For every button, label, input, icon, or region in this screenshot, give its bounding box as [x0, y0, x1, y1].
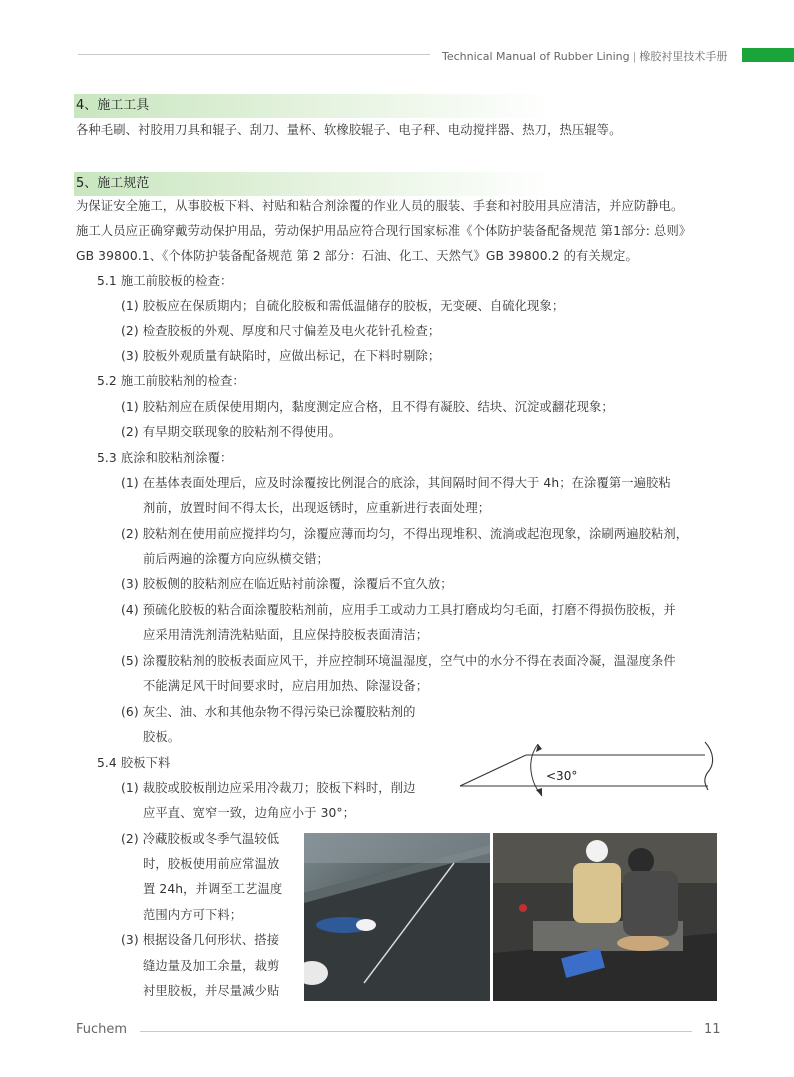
list-item-5-1-1: (1) 胶板应在保质期内；自硫化胶板和需低温储存的胶板，无变硬、自硫化现象；	[121, 299, 565, 313]
list-item-5-1-3: (3) 胶板外观质量有缺陷时，应做出标记，在下料时剔除；	[121, 349, 441, 363]
list-item-5-4-3-cont-2: 衬里胶板，并尽量减少贴	[143, 984, 280, 998]
subsection-5-4-title: 5.4 胶板下料	[97, 756, 171, 770]
list-item-5-3-5: (5) 涂覆胶粘剂的胶板表面应风干，并应控制环境温湿度，空气中的水分不得在表面冷凝，温湿度条件	[121, 654, 676, 668]
list-item-5-4-1-cont: 应平直、宽窄一致，边角应小于 30°；	[143, 806, 356, 820]
photo-workers-cutting-lining	[493, 833, 717, 1001]
list-item-5-1-2: (2) 检查胶板的外观、厚度和尺寸偏差及电火花针孔检查；	[121, 324, 441, 338]
list-item-5-3-1: (1) 在基体表面处理后，应及时涂覆按比例混合的底涂，其间隔时间不得大于 4h；在涂覆第一遍胶粘	[121, 476, 671, 490]
header-rule	[78, 54, 430, 55]
section-5-intro-line-3: GB 39800.1、《个体防护装备配备规范 第 2 部分：石油、化工、天然气》GB 39800.2 的有关规定。	[76, 249, 638, 263]
subsection-5-3-title: 5.3 底涂和胶粘剂涂覆：	[97, 451, 233, 465]
list-item-5-4-3-cont-1: 缝边量及加工余量，裁剪	[143, 959, 280, 973]
header-separator: |	[632, 50, 637, 63]
angle-label: <30°	[546, 769, 578, 783]
list-item-5-4-2: (2) 冷藏胶板或冬季气温较低	[121, 832, 280, 846]
page-number: 11	[704, 1022, 721, 1037]
footer-rule	[140, 1031, 692, 1032]
subsection-5-1-title: 5.1 施工前胶板的检查：	[97, 274, 233, 288]
header-title-en: Technical Manual of Rubber Lining	[442, 50, 630, 63]
list-item-5-3-6-cont: 胶板。	[143, 730, 181, 744]
section-5-intro-line-2: 施工人员应正确穿戴劳动保护用品，劳动保护用品应符合现行国家标准《个体防护装备配备规范 第1部分: 总则》	[76, 224, 692, 238]
photo-rubber-sheet-measuring	[304, 833, 490, 1001]
list-item-5-3-4: (4) 预硫化胶板的粘合面涂覆胶粘剂前，应用手工或动力工具打磨成均匀毛面，打磨不得损伤胶板，并	[121, 603, 676, 617]
list-item-5-2-2: (2) 有早期交联现象的胶粘剂不得使用。	[121, 425, 342, 439]
break-line	[705, 742, 713, 790]
running-header	[442, 48, 727, 64]
section-4-heading: 4、施工工具	[74, 94, 554, 118]
section-5-intro-line-1: 为保证安全施工，从事胶板下料、衬贴和粘合剂涂覆的作业人员的服装、手套和衬胶用具应清洁，并应防静电。	[76, 199, 684, 213]
header-accent-bar	[742, 48, 794, 62]
list-item-5-3-2-cont: 前后两遍的涂覆方向应纵横交错；	[143, 552, 329, 566]
subsection-5-2-title: 5.2 施工前胶粘剂的检查：	[97, 374, 245, 388]
list-item-5-4-2-cont-3: 范围内方可下料；	[143, 908, 243, 922]
list-item-5-2-1: (1) 胶粘剂应在质保使用期内，黏度测定应合格，且不得有凝胶、结块、沉淀或翻花现象；	[121, 400, 614, 414]
list-item-5-4-1: (1) 裁胶或胶板削边应采用冷裁刀；胶板下料时，削边	[121, 781, 416, 795]
list-item-5-4-2-cont-1: 时，胶板使用前应常温放	[143, 857, 280, 871]
list-item-5-4-2-cont-2: 置 24h，并调至工艺温度	[143, 882, 283, 896]
section-5-heading: 5、施工规范	[74, 172, 554, 196]
header-title-cn: 橡胶衬里技术手册	[639, 50, 728, 63]
list-item-5-3-5-cont: 不能满足风干时间要求时，应启用加热、除湿设备；	[143, 679, 429, 693]
bevel-angle-diagram	[456, 738, 716, 830]
list-item-5-4-3: (3) 根据设备几何形状、搭接	[121, 933, 280, 947]
list-item-5-3-3: (3) 胶板侧的胶粘剂应在临近贴衬前涂覆，涂覆后不宜久放；	[121, 577, 453, 591]
section-4-body: 各种毛刷、衬胶用刀具和辊子、刮刀、量杯、软橡胶辊子、电子秤、电动搅拌器、热刀，热压辊等。	[76, 123, 622, 137]
list-item-5-3-6: (6) 灰尘、油、水和其他杂物不得污染已涂覆胶粘剂的	[121, 705, 416, 719]
list-item-5-3-2: (2) 胶粘剂在使用前应搅拌均匀，涂覆应薄而均匀，不得出现堆积、流淌或起泡现象，涂刷两遍胶粘剂，	[121, 527, 689, 541]
footer-brand: Fuchem	[76, 1022, 128, 1037]
list-item-5-3-1-cont: 剂前，放置时间不得太长，出现返锈时，应重新进行表面处理；	[143, 501, 491, 515]
list-item-5-3-4-cont: 应采用清洗剂清洗粘贴面，且应保持胶板表面清洁；	[143, 628, 429, 642]
bevel-edge-line	[460, 755, 526, 786]
